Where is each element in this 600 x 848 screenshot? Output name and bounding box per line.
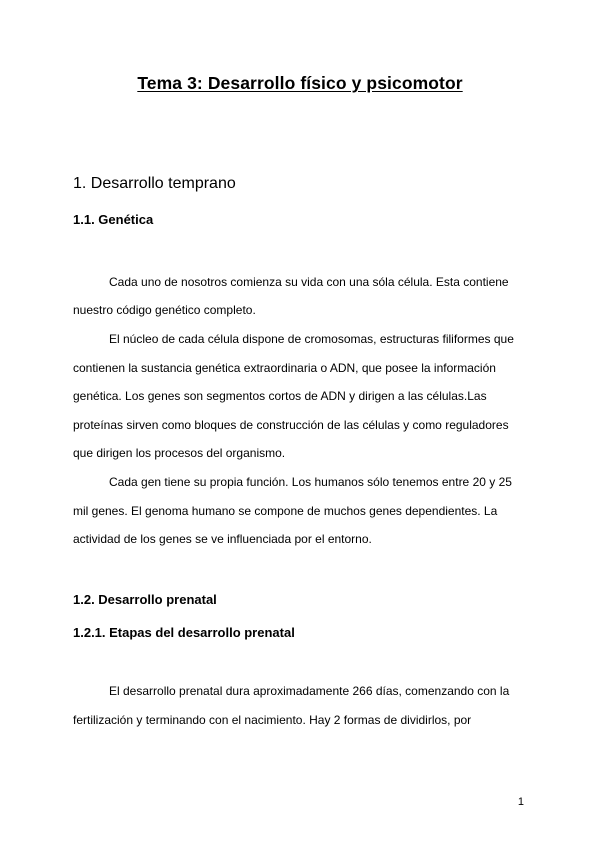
page-number: 1: [517, 796, 524, 808]
subsection-heading-desarrollo-prenatal: 1.2. Desarrollo prenatal: [73, 592, 217, 607]
paragraph-line: Cada gen tiene su propia función. Los humanos sólo tenemos entre 20 y 25: [109, 475, 512, 489]
paragraph-line: contienen la sustancia genética extraordinaria o ADN, que posee la información: [73, 361, 496, 375]
paragraph-line: nuestro código genético completo.: [73, 303, 256, 317]
paragraph-line: actividad de los genes se ve influenciada por el entorno.: [73, 532, 372, 546]
paragraph-line: mil genes. El genoma humano se compone de muchos genes dependientes. La: [73, 504, 498, 518]
paragraph-line: El desarrollo prenatal dura aproximadamente 266 días, comenzando con la: [109, 684, 510, 698]
section-heading-desarrollo-temprano: 1. Desarrollo temprano: [73, 175, 236, 192]
paragraph-line: proteínas sirven como bloques de construcción de las células y como reguladores: [73, 418, 509, 432]
paragraph-line: genética. Los genes son segmentos cortos de ADN y dirigen a las células.Las: [73, 389, 487, 403]
paragraph-line: El núcleo de cada célula dispone de cromosomas, estructuras filiformes que: [109, 332, 514, 346]
paragraph-line: que dirigen los procesos del organismo.: [73, 446, 286, 460]
subsubsection-heading-etapas: 1.2.1. Etapas del desarrollo prenatal: [73, 625, 295, 640]
paragraph-line: Cada uno de nosotros comienza su vida con una sóla célula. Esta contiene: [109, 275, 509, 289]
subsection-heading-genetica: 1.1. Genética: [73, 212, 154, 227]
paragraph-line: fertilización y terminando con el nacimiento. Hay 2 formas de dividirlos, por: [73, 713, 472, 727]
document-title: Tema 3: Desarrollo físico y psicomotor: [137, 73, 463, 93]
